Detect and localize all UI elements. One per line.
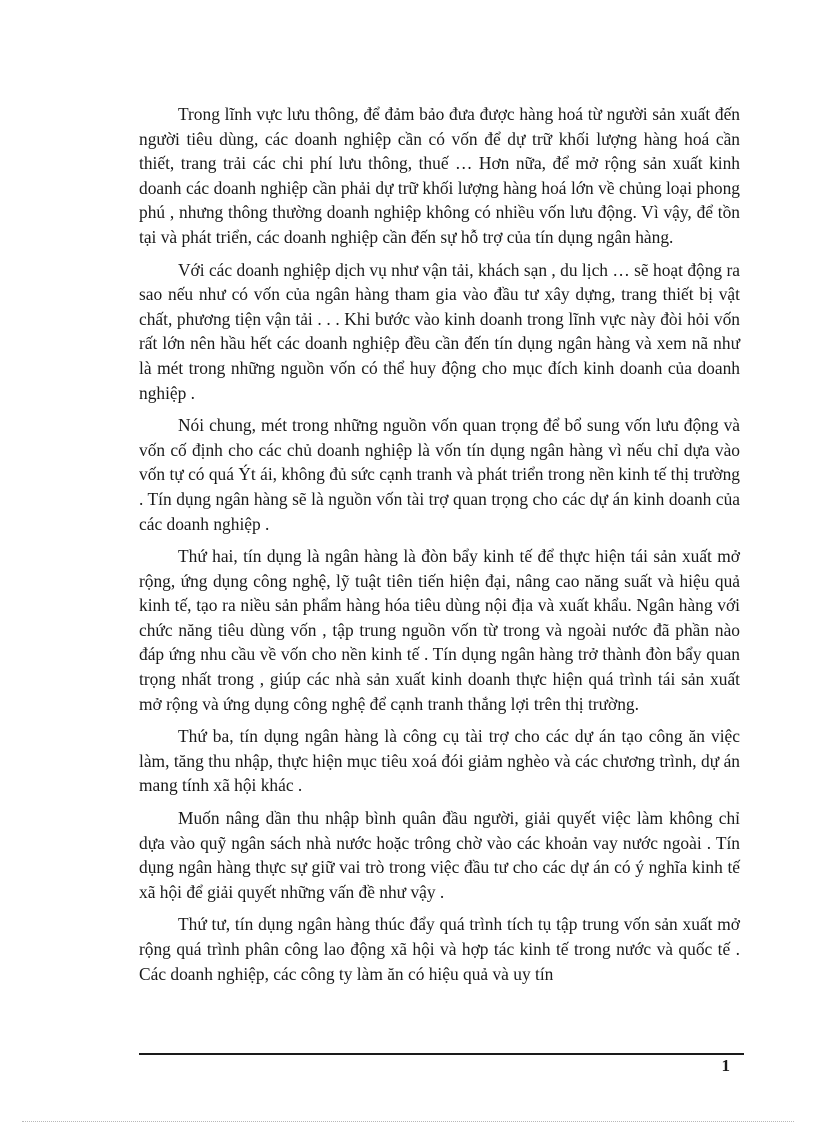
document-body [139,102,740,994]
page-bottom-border [22,1121,794,1122]
paragraph: Trong lĩnh vực lưu thông, để đảm bảo đưa được hàng hoá từ người sản xuất đến người tiêu dùng, các doanh nghiệp cần có vốn để dự trữ khối lượng hàng hoá cần thiết, trang trải các chi phí lưu thông, thuế … Hơn nữa, để mở rộng sản xuất kinh doanh các doanh nghiệp cần phải dự trữ khối lượng hàng hoá lớn về chủng loại phong phú , nhưng thông thường doanh nghiệp không có nhiều vốn lưu động. Vì vậy, để tồn tại và phát triển, các doanh nghiệp cần đến sự hỗ trợ của tín dụng ngân hàng. [139,104,740,247]
paragraph: Thứ hai, tín dụng là ngân hàng là đòn bẩy kinh tế để thực hiện tái sản xuất mở rộng, ứng dụng công nghệ, lỹ tuật tiên tiến hiện đại, nâng cao năng suất và hiệu quả kinh tế, tạo ra niều sản phẩm hàng hóa tiêu dùng nội địa và xuất khẩu. Ngân hàng với chức năng tiêu dùng vốn , tập trung nguồn vốn từ trong và ngoài nước đã phần nào đáp ứng nhu cầu về vốn cho nền kinh tế . Tín dụng ngân hàng trở thành đòn bẩy quan trọng nhất trong , giúp các nhà sản xuất kinh doanh thực hiện quá trình tái sản xuất mở rộng và ứng dụng công nghệ để cạnh tranh thắng lợi trên thị trường. [139,546,740,714]
paragraph: Muốn nâng dần thu nhập bình quân đầu người, giải quyết việc làm không chỉ dựa vào quỹ ngân sách nhà nước hoặc trông chờ vào các khoản vay nước ngoài . Tín dụng ngân hàng thực sự giữ vai trò trong việc đầu tư cho các dự án có ý nghĩa kinh tế xã hội để giải quyết những vấn đề như vậy . [139,808,740,902]
footer-divider [139,1053,744,1055]
page-number: 1 [721,1056,730,1075]
paragraph: Thứ ba, tín dụng ngân hàng là công cụ tài trợ cho các dự án tạo công ăn việc làm, tăng thu nhập, thực hiện mục tiêu xoá đói giảm nghèo và các chương trình, dự án mang tính xã hội khác . [139,726,740,796]
paragraph: Với các doanh nghiệp dịch vụ như vận tải, khách sạn , du lịch … sẽ hoạt động ra sao nếu như có vốn của ngân hàng tham gia vào đầu tư xây dựng, trang thiết bị vật chất, phương tiện vận tải . . . Khi bước vào kinh doanh trong lĩnh vực này đòi hỏi vốn rất lớn nên hầu hết các doanh nghiệp đều cần đến tín dụng ngân hàng và xem nã như là mét trong những nguồn vốn có thể huy động cho mục đích kinh doanh của doanh nghiệp . [139,259,740,403]
paragraph: Thứ tư, tín dụng ngân hàng thúc đẩy quá trình tích tụ tập trung vốn sản xuất mở rộng quá trình phân công lao động xã hội và hợp tác kinh tế trong nước và quốc tế . Các doanh nghiệp, các công ty làm ăn có hiệu quả và uy tín [139,914,740,984]
paragraph: Nói chung, mét trong những nguồn vốn quan trọng để bổ sung vốn lưu động và vốn cố định cho các chủ doanh nghiệp là vốn tín dụng ngân hàng vì nếu chỉ dựa vào vốn tự có quá Ýt ái, không đủ sức cạnh tranh và phát triển trong nền kinh tế thị trường . Tín dụng ngân hàng sẽ là nguồn vốn tài trợ quan trọng cho các dự án kinh doanh của các doanh nghiệp . [139,415,740,534]
